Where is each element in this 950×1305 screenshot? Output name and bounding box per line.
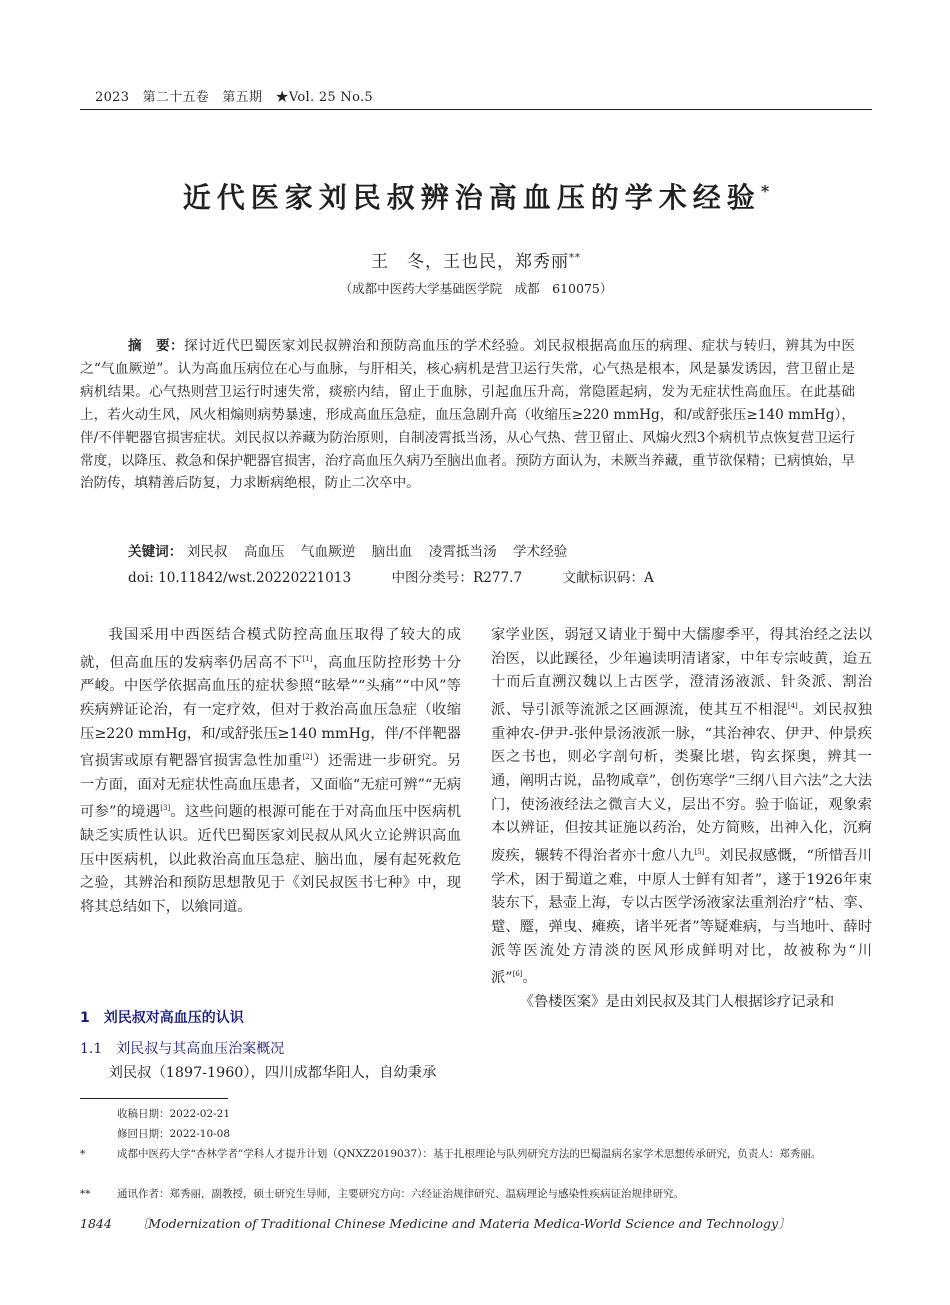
keywords-label: 关键词：	[128, 544, 183, 560]
article-metadata	[128, 566, 690, 586]
citation: [1]	[302, 654, 313, 663]
section-heading: 1 刘民叔对高血压的认识	[80, 1010, 244, 1026]
text-run: 我国采用中西医结合模式防控高血压取得了较大的成就，但高血压的发病率仍居高不下	[80, 627, 461, 671]
revised-date: 修回日期：2022-10-08	[117, 1128, 231, 1140]
body-column-right	[491, 624, 872, 1015]
keyword: 学术经验	[513, 544, 568, 560]
abstract-label: 摘 要：	[128, 338, 184, 354]
header-rule	[80, 109, 872, 110]
paragraph: 刘民叔（1897-1960），四川成都华阳人，自幼秉承	[108, 1065, 437, 1081]
subsection-heading: 1.1 刘民叔与其高血压治案概况	[80, 1041, 285, 1057]
title-footnote-mark: *	[760, 181, 770, 201]
abstract-text: 探讨近代巴蜀医家刘民叔辨治和预防高血压的学术经验。刘民叔根据高血压的病理、症状与转归，辨其为中医之“气血厥逆”。认为高血压病位在心与血脉，与肝相关，核心病机是营卫运行失常，心气热是根本，风是暴发诱因，营卫留止是病机结果。心气热则营卫运行时速失常，痰瘀内结，留止于血脉，引起血压升高，常隐匿起病，发为无症状性高血压。在此基础上，若火动生风，风火相煽则病势暴速，形成高血压急症，血压急剧升高（收缩压≥220 mmHg，和/或舒张压≥140 mmHg），伴/不伴靶器官损害症状。刘民叔以养藏为防治原则，自制凌霄抵当汤，从心气热、营卫留止、风煽火烈3个病机节点恢复营卫运行常度，以降压、救急和保护靶器官损害，治疗高血压久病乃至脑出血者。预防方面认为，未厥当养藏，重节欲保精；已病慎始，早治防传，填精善后防复，力求断病绝根，防止二次卒中。	[80, 338, 855, 492]
keyword: 气血厥逆	[300, 544, 356, 560]
fund-note: 成都中医药大学“杏林学者”学科人才提升计划（QNXZ2019037）：基于扎根理论与队列研究方法的巴蜀温病名家学术思想传承研究，负责人：郑秀丽。	[117, 1148, 822, 1160]
paragraph	[80, 624, 461, 920]
doi: doi: 10.11842/wst.20220221013	[128, 570, 352, 586]
author-footnote-mark: **	[569, 252, 581, 264]
text-run: 家学业医，弱冠又请业于蜀中大儒廖季平，得其治经之法以治医，以此蹊径，少年遍读明清诸家，中年专宗岐黄，迨五十而后直溯汉魏以上古医学，澄清汤液派、针灸派、割治派、导引派等流派之区画源流，使其互不相混	[491, 627, 872, 718]
citation: [3]	[160, 804, 171, 813]
text-run: 。刘民叔感慨，“所惜吾川学术，困于蜀道之难，中原人士鲜有知者”，遂于1926年束装东下，悬壶上海，专以古医学汤液家法重剂治疗“枯、挛、躄、蹷，弹曳、瘫痪，诸半死者”等疑难病，与当地叶、薛时派等医流处方清淡的医风形成鲜明对比，故被称为“川派”	[491, 847, 873, 987]
abstract	[80, 335, 855, 495]
citation: [5]	[694, 848, 705, 857]
keyword: 脑出血	[371, 544, 413, 560]
author-list	[80, 247, 872, 272]
text-run: 。刘民叔独重神农-伊尹-张仲景汤液派一脉，“其治神农、伊尹、仲景疾医之书也，则必字剖句析，类聚比堪，钩玄探奥，辨其一通，阐明古说，品物咸章”，创伤寒学“三纲八目六法”之大法门，使汤液经法之微言大义，层出不穷。验于临证，观象索本以辨证，但按其证施以药治，处方简赅，出神入化，沉痾废疾，辗转不得治者亦十愈八九	[491, 701, 873, 864]
keyword: 高血压	[243, 544, 285, 560]
body-column-left	[80, 624, 461, 920]
text-run: 。	[522, 970, 537, 987]
affiliation: （成都中医药大学基础医学院 成都 610075）	[339, 281, 613, 296]
journal-name: 〔Modernization of Traditional Chinese Medicine and Materia Medica-World Science and Technology〕	[135, 1216, 791, 1231]
page-footer	[80, 1214, 791, 1232]
author-names: 王 冬，王也民，郑秀丽	[371, 252, 569, 272]
keyword: 凌霄抵当汤	[428, 544, 497, 560]
title-text: 近代医家刘民叔辨治高血压的学术经验	[182, 181, 761, 214]
citation: [2]	[302, 753, 313, 762]
paragraph	[491, 624, 872, 991]
footnote-rule	[80, 1098, 228, 1099]
corresponding-author-note: 通讯作者：郑秀丽，副教授，硕士研究生导师，主要研究方向：六经证治规律研究、温病理论与感染性疾病证治规律研究。	[117, 1188, 684, 1200]
received-date: 收稿日期：2022-02-21	[117, 1108, 231, 1120]
page-number: 1844	[80, 1216, 112, 1231]
citation: [4]	[787, 702, 798, 711]
text-run: 。这些问题的根源可能在于对高血压中医病机缺乏实质性认识。近代巴蜀医家刘民叔从风火立论辨识高血压中医病机，以此救治高血压急症、脑出血，屡有起死救危之验，其辨治和预防思想散见于《刘民叔医书七种》中，现将其总结如下，以飨同道。	[80, 804, 462, 916]
article-title	[80, 176, 872, 216]
text-run: ，高血压防控形势十分严峻。中医学依据高血压的症状参照“眩晕”“头痛”“中风”等疾病辨证论治，有一定疗效，但对于救治高血压急症（收缩压≥220 mmHg，和/或舒张压≥140 mmHg，伴/不伴靶器官损害或原有靶器官损害急性加重	[80, 654, 462, 770]
keyword: 刘民叔	[186, 544, 228, 560]
citation: [6]	[512, 970, 523, 979]
corresponding-mark: **	[80, 1188, 91, 1200]
document-code: 文献标识码：A	[562, 570, 654, 586]
keywords	[128, 540, 579, 560]
text-run: ）还需进一步研究。另一方面，面对无症状性高血压患者，又面临“无症可辨”“无病可参”的境遇	[80, 753, 462, 821]
fund-mark: *	[80, 1148, 86, 1160]
journal-header: 2023 第二十五卷 第五期 ★Vol. 25 No.5	[95, 90, 373, 105]
clc-number: 中图分类号：R277.7	[391, 570, 523, 586]
paragraph: 《鲁楼医案》是由刘民叔及其门人根据诊疗记录和	[519, 993, 835, 1010]
body-column-left-continued	[80, 1062, 461, 1086]
